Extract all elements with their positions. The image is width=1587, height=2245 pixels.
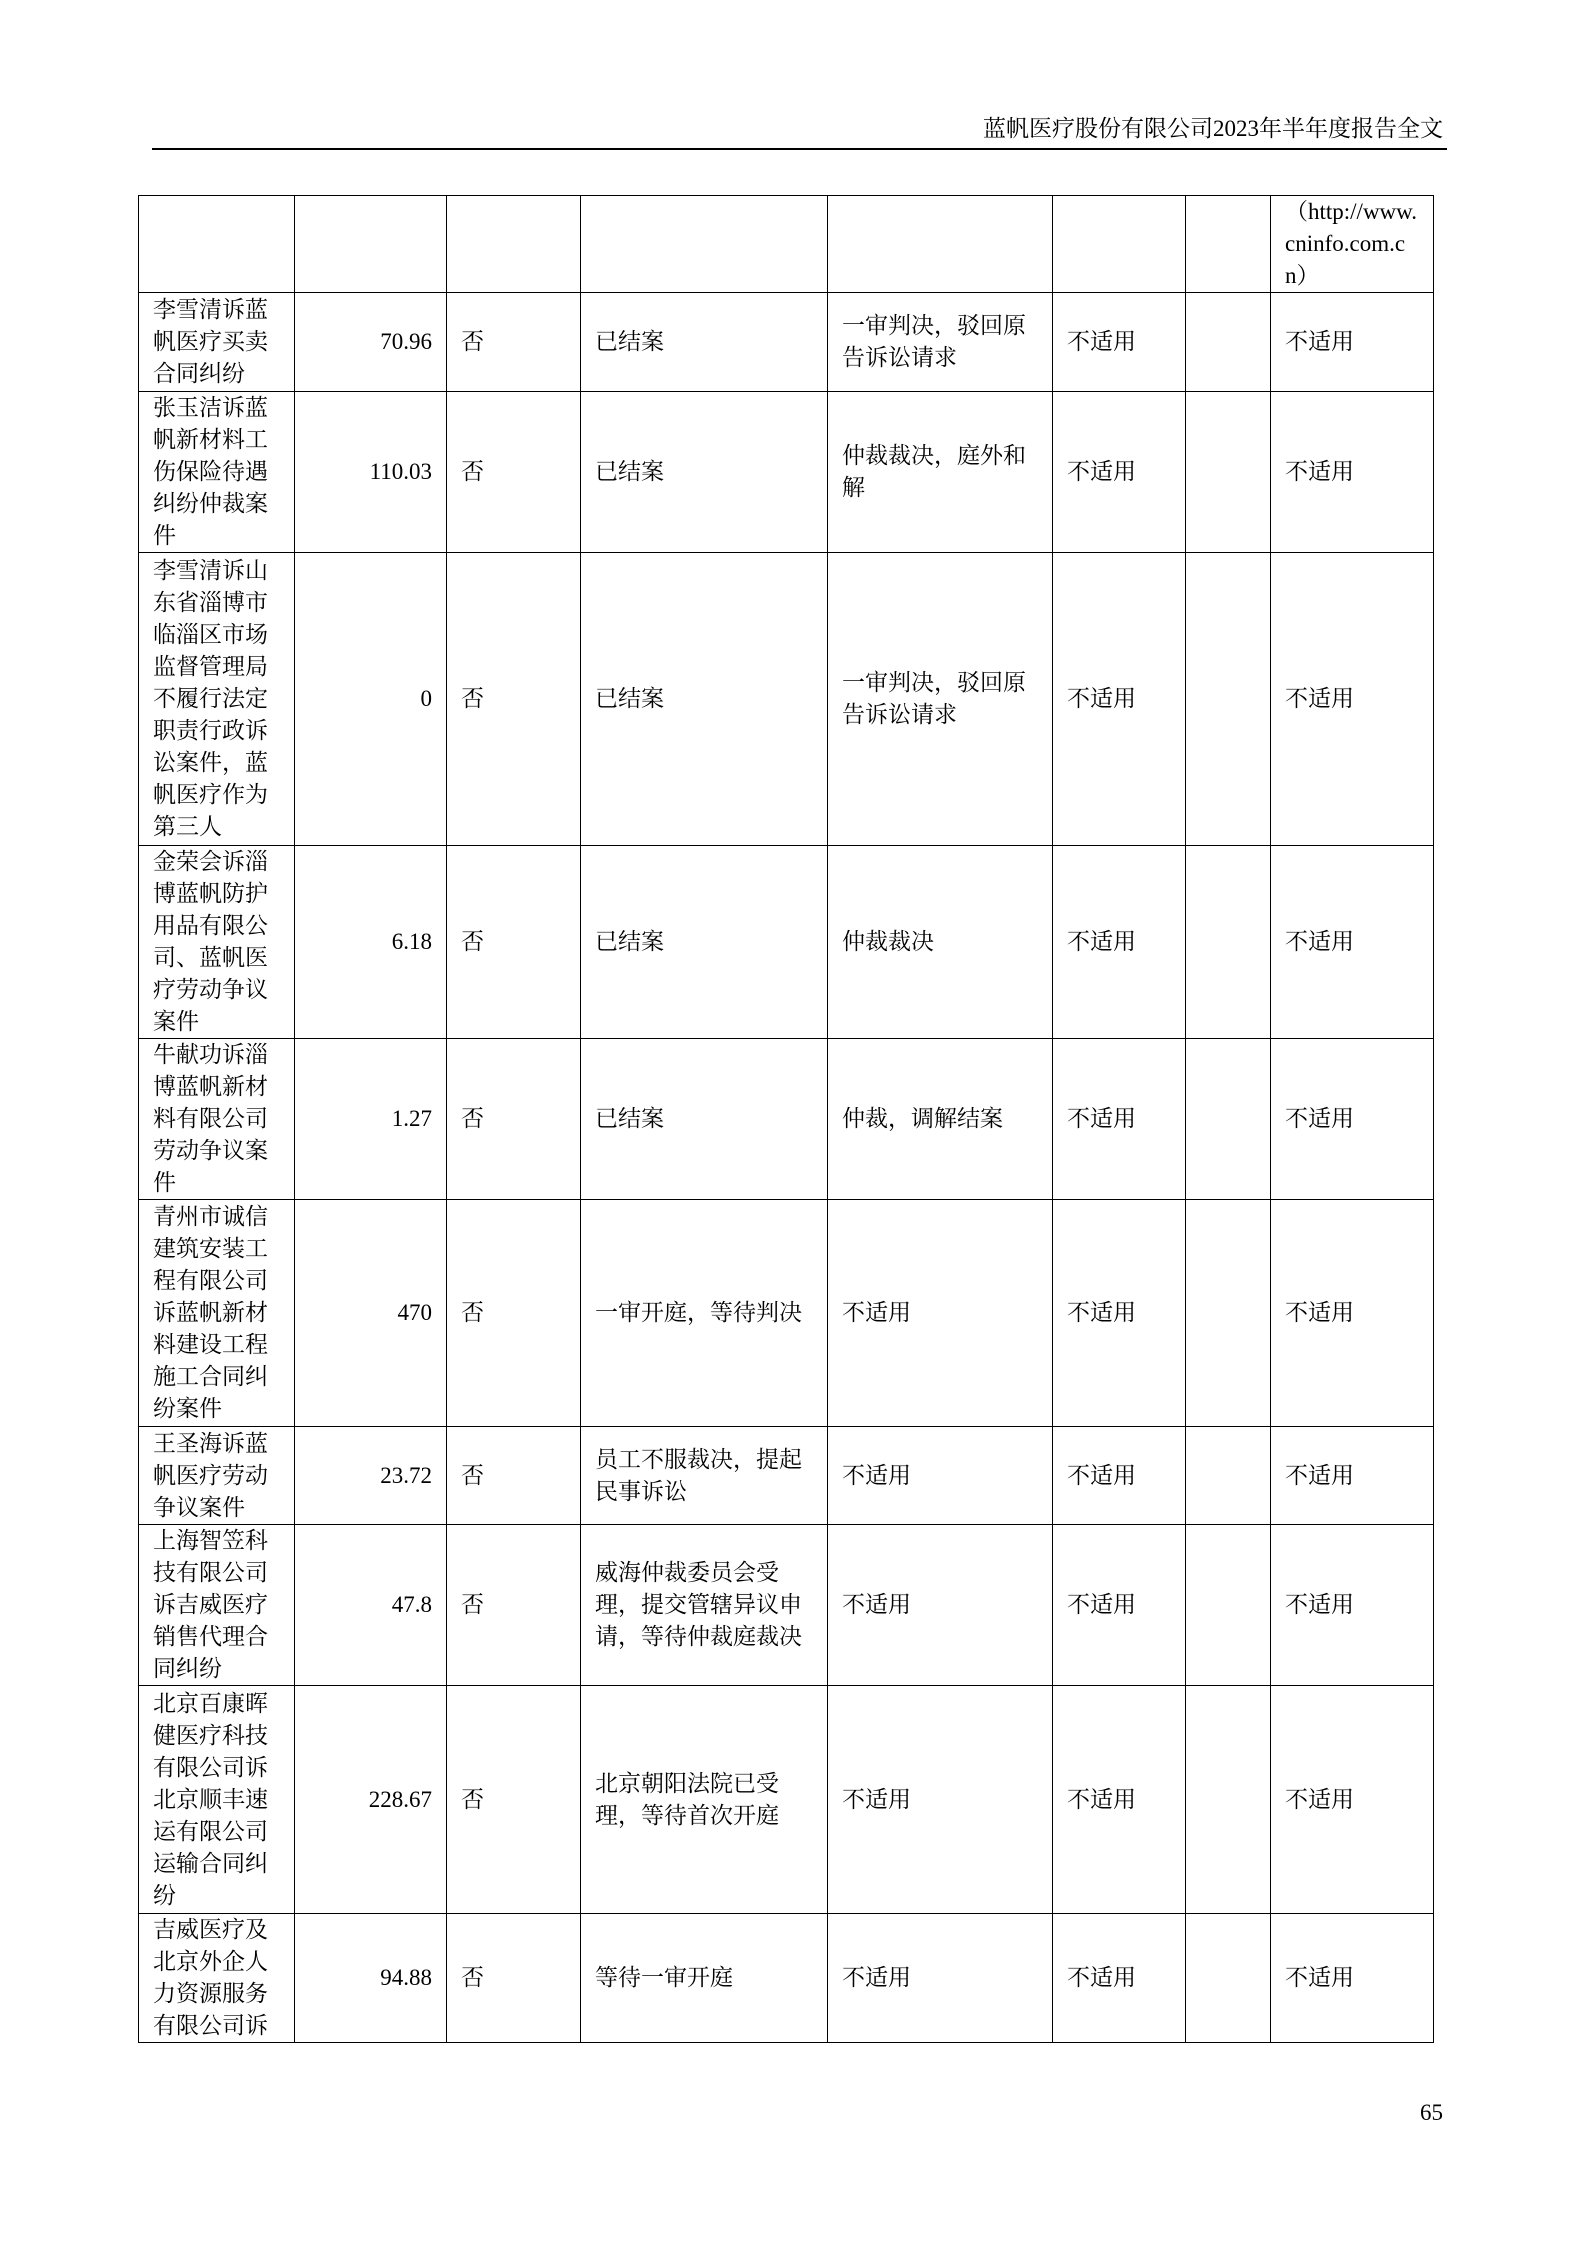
cell-case: 李雪清诉山东省淄博市临淄区市场监督管理局不履行法定职责行政诉讼案件，蓝帆医疗作为第三人 xyxy=(139,553,295,846)
cell-provision: 否 xyxy=(447,1525,581,1686)
cell-disclosure: 不适用 xyxy=(1271,1200,1434,1427)
cell-case: 上海智笠科技有限公司诉吉威医疗销售代理合同纠纷 xyxy=(139,1525,295,1686)
cell-case: 牛献功诉淄博蓝帆新材料有限公司劳动争议案件 xyxy=(139,1039,295,1200)
disclosure-link: （http://www.cninfo.com.cn） xyxy=(1271,196,1434,293)
cell-execution: 不适用 xyxy=(1053,1427,1186,1525)
cell-disclosure: 不适用 xyxy=(1271,1525,1434,1686)
cell-result: 不适用 xyxy=(828,1914,1053,2043)
page-header-title: 蓝帆医疗股份有限公司2023年半年度报告全文 xyxy=(983,116,1443,141)
cell-case: 李雪清诉蓝帆医疗买卖合同纠纷 xyxy=(139,293,295,392)
cell-provision: 否 xyxy=(447,293,581,392)
cell-disclosure: 不适用 xyxy=(1271,1427,1434,1525)
cell-provision: 否 xyxy=(447,553,581,846)
cell-result: 一审判决，驳回原告诉讼请求 xyxy=(828,553,1053,846)
cell-progress: 威海仲裁委员会受理，提交管辖异议申请，等待仲裁庭裁决 xyxy=(581,1525,828,1686)
cell-execution: 不适用 xyxy=(1053,392,1186,553)
cell-provision: 否 xyxy=(447,1200,581,1427)
header-divider xyxy=(152,148,1447,150)
cell-provision: 否 xyxy=(447,1427,581,1525)
cell-case: 金荣会诉淄博蓝帆防护用品有限公司、蓝帆医疗劳动争议案件 xyxy=(139,846,295,1039)
cell-execution: 不适用 xyxy=(1053,1200,1186,1427)
cell-amount: 23.72 xyxy=(295,1427,447,1525)
table-row xyxy=(139,392,1434,553)
cell-case: 青州市诚信建筑安装工程有限公司诉蓝帆新材料建设工程施工合同纠纷案件 xyxy=(139,1200,295,1427)
cell-execution: 不适用 xyxy=(1053,293,1186,392)
table-row xyxy=(139,1200,1434,1427)
cell-date xyxy=(1186,1039,1271,1200)
cell-case: 北京百康晖健医疗科技有限公司诉北京顺丰速运有限公司运输合同纠纷 xyxy=(139,1686,295,1914)
cell-result: 仲裁裁决 xyxy=(828,846,1053,1039)
cell-result: 不适用 xyxy=(828,1525,1053,1686)
cell-case: 王圣海诉蓝帆医疗劳动争议案件 xyxy=(139,1427,295,1525)
cell-provision: 否 xyxy=(447,392,581,553)
cell-progress: 一审开庭，等待判决 xyxy=(581,1200,828,1427)
cell-provision: 否 xyxy=(447,1039,581,1200)
cell-disclosure: 不适用 xyxy=(1271,293,1434,392)
cell-date xyxy=(1186,1200,1271,1427)
table-row xyxy=(139,1525,1434,1686)
cell-progress: 北京朝阳法院已受理，等待首次开庭 xyxy=(581,1686,828,1914)
cell-amount: 6.18 xyxy=(295,846,447,1039)
cell-progress: 已结案 xyxy=(581,553,828,846)
cell-date xyxy=(1186,553,1271,846)
cell-amount: 94.88 xyxy=(295,1914,447,2043)
cell-amount: 47.8 xyxy=(295,1525,447,1686)
cell-result: 仲裁，调解结案 xyxy=(828,1039,1053,1200)
table-row xyxy=(139,1914,1434,2043)
cell-case: 张玉洁诉蓝帆新材料工伤保险待遇纠纷仲裁案件 xyxy=(139,392,295,553)
cell-result: 不适用 xyxy=(828,1686,1053,1914)
cell-progress: 已结案 xyxy=(581,1039,828,1200)
litigation-table xyxy=(138,195,1434,2043)
table-row xyxy=(139,1686,1434,1914)
page-number: 65 xyxy=(1420,2100,1443,2125)
table-row xyxy=(139,1039,1434,1200)
table-row xyxy=(139,846,1434,1039)
cell-execution: 不适用 xyxy=(1053,846,1186,1039)
cell-disclosure: 不适用 xyxy=(1271,553,1434,846)
cell-date xyxy=(1186,293,1271,392)
cell-disclosure: 不适用 xyxy=(1271,1039,1434,1200)
cell-amount: 1.27 xyxy=(295,1039,447,1200)
cell-disclosure: 不适用 xyxy=(1271,1914,1434,2043)
cell-disclosure: 不适用 xyxy=(1271,1686,1434,1914)
cell-date xyxy=(1186,392,1271,553)
table-row xyxy=(139,1427,1434,1525)
cell-result: 一审判决，驳回原告诉讼请求 xyxy=(828,293,1053,392)
cell-amount: 228.67 xyxy=(295,1686,447,1914)
cell-progress: 已结案 xyxy=(581,293,828,392)
cell-execution: 不适用 xyxy=(1053,1525,1186,1686)
cell-progress: 等待一审开庭 xyxy=(581,1914,828,2043)
cell-provision: 否 xyxy=(447,1686,581,1914)
table-row xyxy=(139,196,1434,293)
cell-execution: 不适用 xyxy=(1053,1914,1186,2043)
cell-date xyxy=(1186,1686,1271,1914)
cell-result: 不适用 xyxy=(828,1427,1053,1525)
cell-amount: 470 xyxy=(295,1200,447,1427)
cell-amount: 0 xyxy=(295,553,447,846)
cell-date xyxy=(1186,1427,1271,1525)
cell-progress: 已结案 xyxy=(581,392,828,553)
cell-disclosure: 不适用 xyxy=(1271,392,1434,553)
cell-result: 不适用 xyxy=(828,1200,1053,1427)
cell-execution: 不适用 xyxy=(1053,553,1186,846)
cell-case: 吉威医疗及北京外企人力资源服务有限公司诉 xyxy=(139,1914,295,2043)
cell-execution: 不适用 xyxy=(1053,1039,1186,1200)
cell-disclosure: 不适用 xyxy=(1271,846,1434,1039)
cell-date xyxy=(1186,1525,1271,1686)
cell-amount: 70.96 xyxy=(295,293,447,392)
cell-execution: 不适用 xyxy=(1053,1686,1186,1914)
cell-amount: 110.03 xyxy=(295,392,447,553)
cell-progress: 已结案 xyxy=(581,846,828,1039)
cell-provision: 否 xyxy=(447,846,581,1039)
cell-provision: 否 xyxy=(447,1914,581,2043)
cell-progress: 员工不服裁决，提起民事诉讼 xyxy=(581,1427,828,1525)
cell-result: 仲裁裁决，庭外和解 xyxy=(828,392,1053,553)
table-row xyxy=(139,553,1434,846)
cell-date xyxy=(1186,1914,1271,2043)
table-row xyxy=(139,293,1434,392)
cell-date xyxy=(1186,846,1271,1039)
